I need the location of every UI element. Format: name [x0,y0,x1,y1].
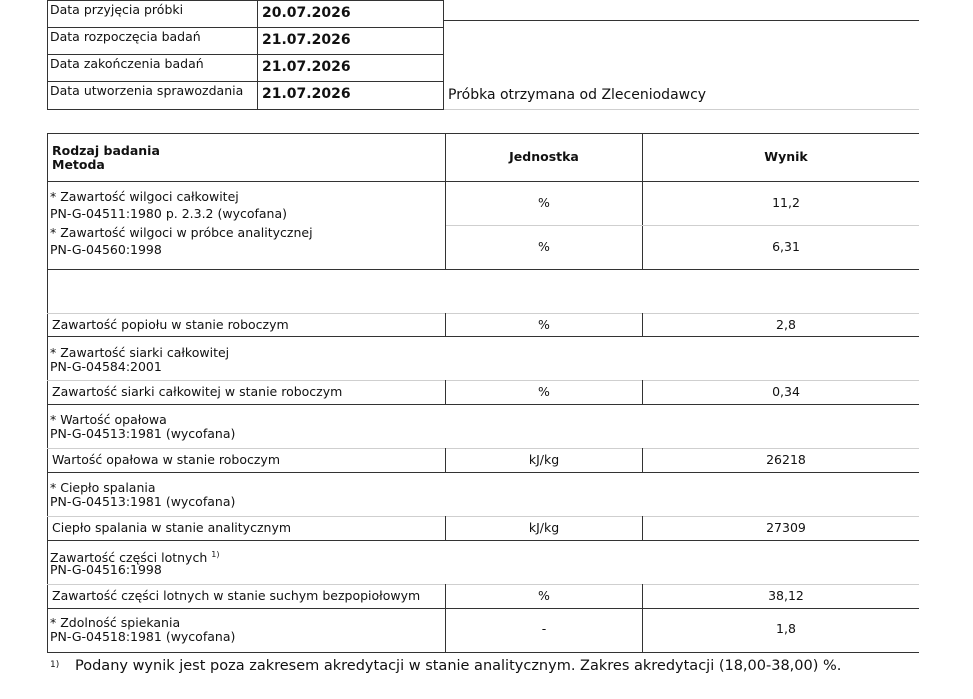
date-start-value: 21.07.2026 [262,32,351,48]
method-sulfur-total: PN-G-04584:2001 [50,359,162,374]
test-ash-working: Zawartość popiołu w stanie roboczym [52,317,289,332]
header-test-type: Rodzaj badania [52,143,160,158]
unit-heat-combustion-analytical: kJ/kg [528,520,560,535]
test-sulfur-working: Zawartość siarki całkowitej w stanie roboczym [52,384,343,399]
method-moisture-total: PN-G-04511:1980 p. 2.3.2 (wycofana) [50,206,288,221]
header-method: Metoda [52,157,105,172]
date-end-value: 21.07.2026 [262,59,351,75]
test-heat-combustion-analytical: Ciepło spalania w stanie analitycznym [52,520,292,535]
test-calorific-value: * Wartość opałowa [50,412,167,427]
date-report-label: Data utworzenia sprawozdania [50,83,244,98]
unit-calorific-working: kJ/kg [528,452,560,467]
date-report-value: 21.07.2026 [262,86,351,102]
result-heat-combustion-analytical: 27309 [766,520,806,535]
method-moisture-analytical: PN-G-04560:1998 [50,242,162,257]
method-volatile-matter: PN-G-04516:1998 [50,562,162,577]
result-ash-working: 2,8 [776,317,796,332]
result-volatile-dry-ashfree: 38,12 [768,588,804,603]
test-volatile-dry-ashfree: Zawartość części lotnych w stanie suchym bezpopiołowym [52,588,421,603]
test-moisture-total: * Zawartość wilgoci całkowitej [50,189,239,204]
unit-moisture-total: % [538,195,550,210]
header-result: Wynik [764,149,808,164]
date-end-label: Data zakończenia badań [50,56,204,71]
unit-moisture-analytical: % [538,239,550,254]
footnote-text: Podany wynik jest poza zakresem akredytacji w stanie analitycznym. Zakres akredytacji (18,00-38,00) %. [75,658,842,674]
test-calorific-working: Wartość opałowa w stanie roboczym [52,452,280,467]
test-heat-combustion: * Ciepło spalania [50,480,156,495]
footnote-ref: 1) [211,550,220,559]
method-calorific-value: PN-G-04513:1981 (wycofana) [50,426,236,441]
result-sulfur-working: 0,34 [772,384,800,399]
result-caking-ability: 1,8 [776,621,796,636]
date-received-label: Data przyjęcia próbki [50,2,184,17]
result-calorific-working: 26218 [766,452,806,467]
result-moisture-analytical: 6,31 [772,239,800,254]
unit-sulfur-working: % [538,384,550,399]
date-start-label: Data rozpoczęcia badań [50,29,201,44]
test-volatile-matter-name: Zawartość części lotnych [50,550,208,566]
test-moisture-analytical: * Zawartość wilgoci w próbce analitycznej [50,225,313,240]
date-received-value: 20.07.2026 [262,5,351,21]
unit-caking-ability: - [541,621,547,636]
method-heat-combustion: PN-G-04513:1981 (wycofana) [50,494,236,509]
sample-origin: Próbka otrzymana od Zleceniodawcy [448,87,707,103]
footnote-marker: 1) [50,660,60,670]
unit-ash-working: % [538,317,550,332]
method-caking-ability: PN-G-04518:1981 (wycofana) [50,629,236,644]
header-unit: Jednostka [509,149,579,164]
test-caking-ability: * Zdolność spiekania [50,615,181,630]
result-moisture-total: 11,2 [772,195,800,210]
unit-volatile-dry-ashfree: % [538,588,550,603]
test-sulfur-total: * Zawartość siarki całkowitej [50,345,230,360]
